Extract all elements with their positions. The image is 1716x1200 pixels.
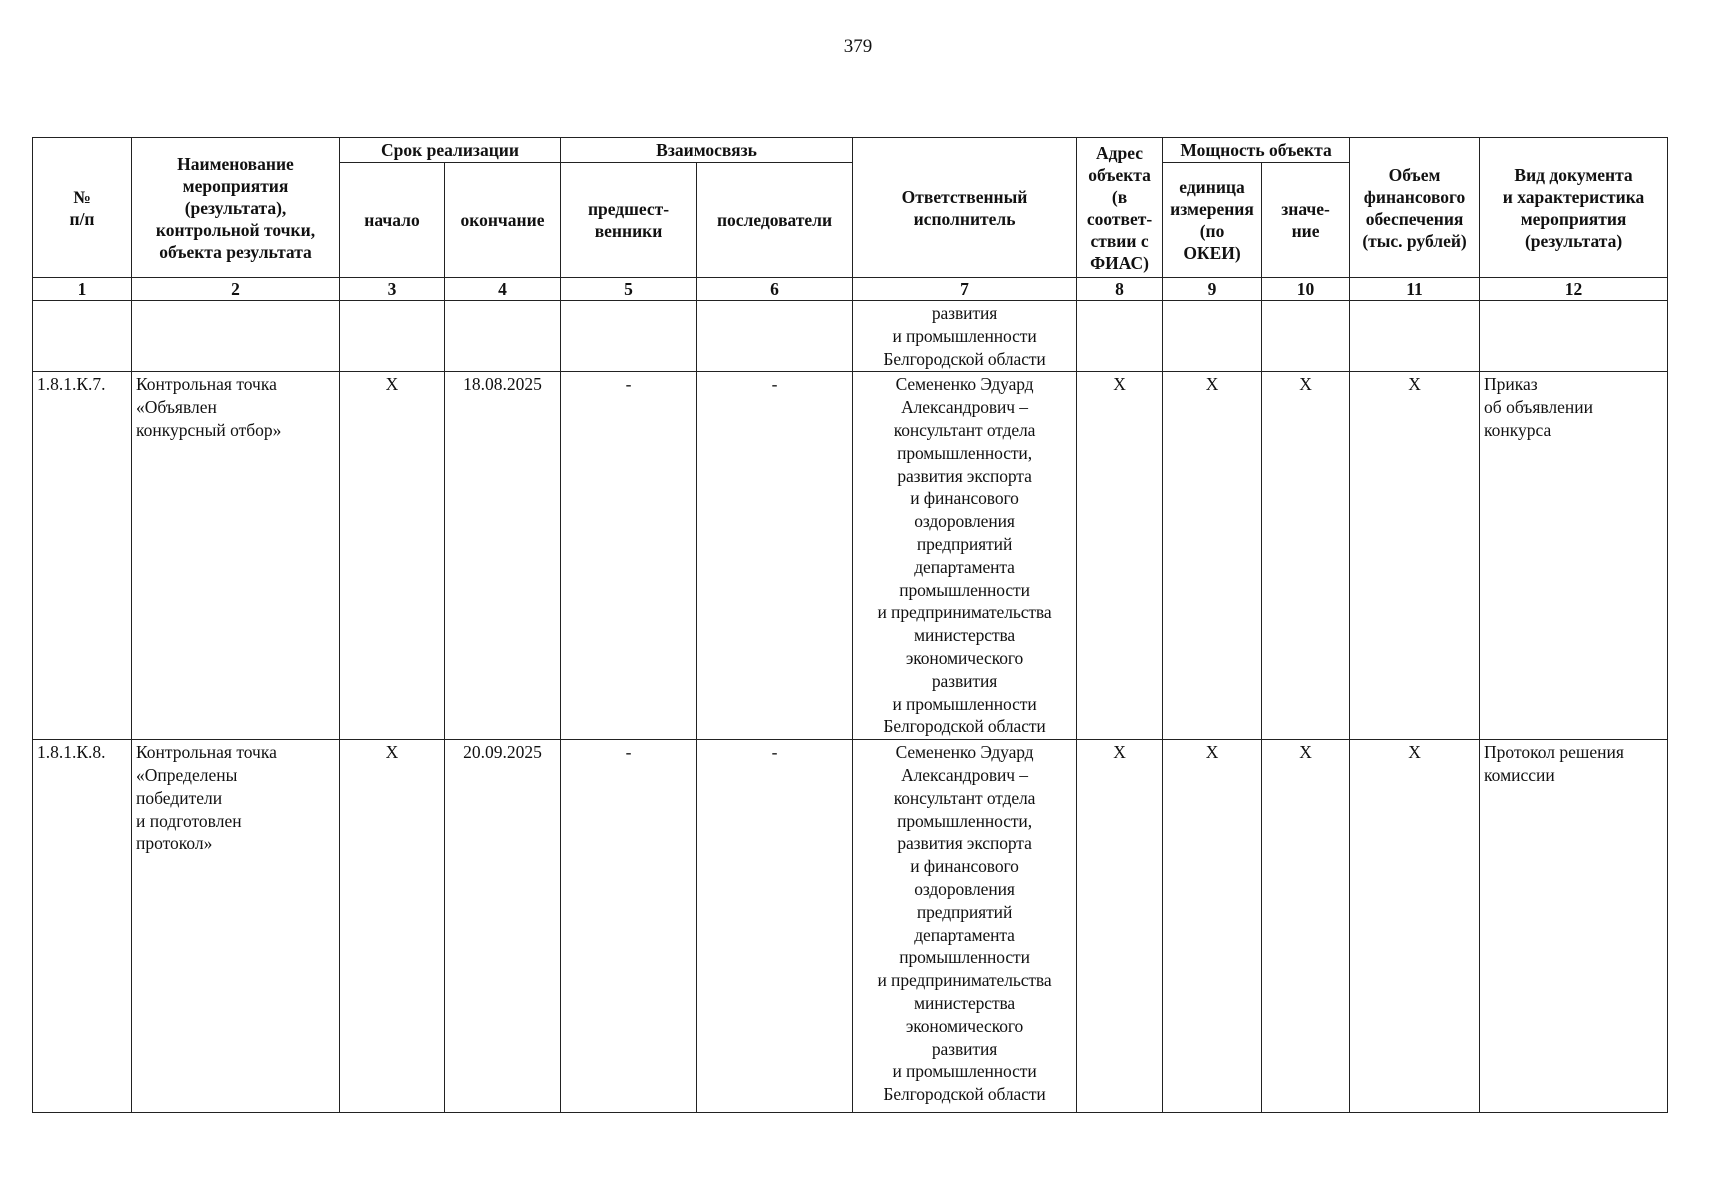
table-row — [33, 372, 1668, 740]
continuation-row — [33, 301, 1668, 372]
column-number: 10 — [1262, 278, 1350, 301]
row-name: Контрольная точка «Объявлен конкурсный отбор» — [132, 372, 340, 740]
row-start: X — [340, 372, 445, 740]
header-doc: Вид документа и характеристика мероприятия (результата) — [1480, 138, 1668, 278]
header-term-start: начало — [340, 163, 445, 278]
table-cell — [340, 301, 445, 372]
column-number: 1 — [33, 278, 132, 301]
header-link: Взаимосвязь — [561, 138, 853, 163]
row-doc: Протокол решения комиссии — [1480, 740, 1668, 1113]
row-finance: X — [1350, 740, 1480, 1113]
row-unit: X — [1163, 740, 1262, 1113]
row-end: 18.08.2025 — [445, 372, 561, 740]
table-cell — [1262, 301, 1350, 372]
column-number: 5 — [561, 278, 697, 301]
header-link-pred: предшест- венники — [561, 163, 697, 278]
header-term: Срок реализации — [340, 138, 561, 163]
table-cell — [1077, 301, 1163, 372]
row-executor: Семененко Эдуард Александрович – консультант отдела промышленности, развития экспорта и финансового оздоровления предприятий департамента промышленности и предпринимательства министерства экономического развития и промышленности Белгородской области — [853, 372, 1077, 740]
header-capacity-unit: единица измерения (по ОКЕИ) — [1163, 163, 1262, 278]
row-address: X — [1077, 740, 1163, 1113]
table-cell — [1480, 301, 1668, 372]
table-row — [33, 740, 1668, 1113]
column-number: 8 — [1077, 278, 1163, 301]
row-unit: X — [1163, 372, 1262, 740]
row-doc: Приказ об объявлении конкурса — [1480, 372, 1668, 740]
table-cell — [697, 301, 853, 372]
column-number: 11 — [1350, 278, 1480, 301]
continuation-executor: развития и промышленности Белгородской области — [853, 301, 1077, 372]
header-name: Наименование мероприятия (результата), контрольной точки, объекта результата — [132, 138, 340, 278]
row-succ: - — [697, 372, 853, 740]
row-executor: Семененко Эдуард Александрович – консультант отдела промышленности, развития экспорта и финансового оздоровления предприятий департамента промышленности и предпринимательства министерства экономического развития и промышленности Белгородской области — [853, 740, 1077, 1113]
column-number: 6 — [697, 278, 853, 301]
row-start: X — [340, 740, 445, 1113]
row-finance: X — [1350, 372, 1480, 740]
column-number-row — [33, 278, 1668, 301]
table-cell — [1350, 301, 1480, 372]
table-cell — [33, 301, 132, 372]
row-name: Контрольная точка «Определены победители и подготовлен протокол» — [132, 740, 340, 1113]
row-succ: - — [697, 740, 853, 1113]
column-number: 9 — [1163, 278, 1262, 301]
row-pred: - — [561, 372, 697, 740]
row-num: 1.8.1.К.7. — [33, 372, 132, 740]
page-number: 379 — [843, 36, 873, 57]
header-capacity-value: значе- ние — [1262, 163, 1350, 278]
header-link-succ: последователи — [697, 163, 853, 278]
header-term-end: окончание — [445, 163, 561, 278]
header-finance: Объем финансового обеспечения (тыс. рублей) — [1350, 138, 1480, 278]
table-cell — [1163, 301, 1262, 372]
header-address: Адрес объекта (в соответ- ствии с ФИАС) — [1077, 138, 1163, 278]
row-end: 20.09.2025 — [445, 740, 561, 1113]
column-number: 12 — [1480, 278, 1668, 301]
column-number: 3 — [340, 278, 445, 301]
header-executor: Ответственный исполнитель — [853, 138, 1077, 278]
header-num: № п/п — [33, 138, 132, 278]
header-capacity: Мощность объекта — [1163, 138, 1350, 163]
row-pred: - — [561, 740, 697, 1113]
row-value: X — [1262, 740, 1350, 1113]
column-number: 2 — [132, 278, 340, 301]
row-num: 1.8.1.К.8. — [33, 740, 132, 1113]
table-cell — [445, 301, 561, 372]
table-cell — [132, 301, 340, 372]
schedule-table — [32, 137, 1668, 1113]
row-value: X — [1262, 372, 1350, 740]
row-address: X — [1077, 372, 1163, 740]
column-number: 4 — [445, 278, 561, 301]
table-cell — [561, 301, 697, 372]
header-row-top — [33, 138, 1668, 163]
column-number: 7 — [853, 278, 1077, 301]
